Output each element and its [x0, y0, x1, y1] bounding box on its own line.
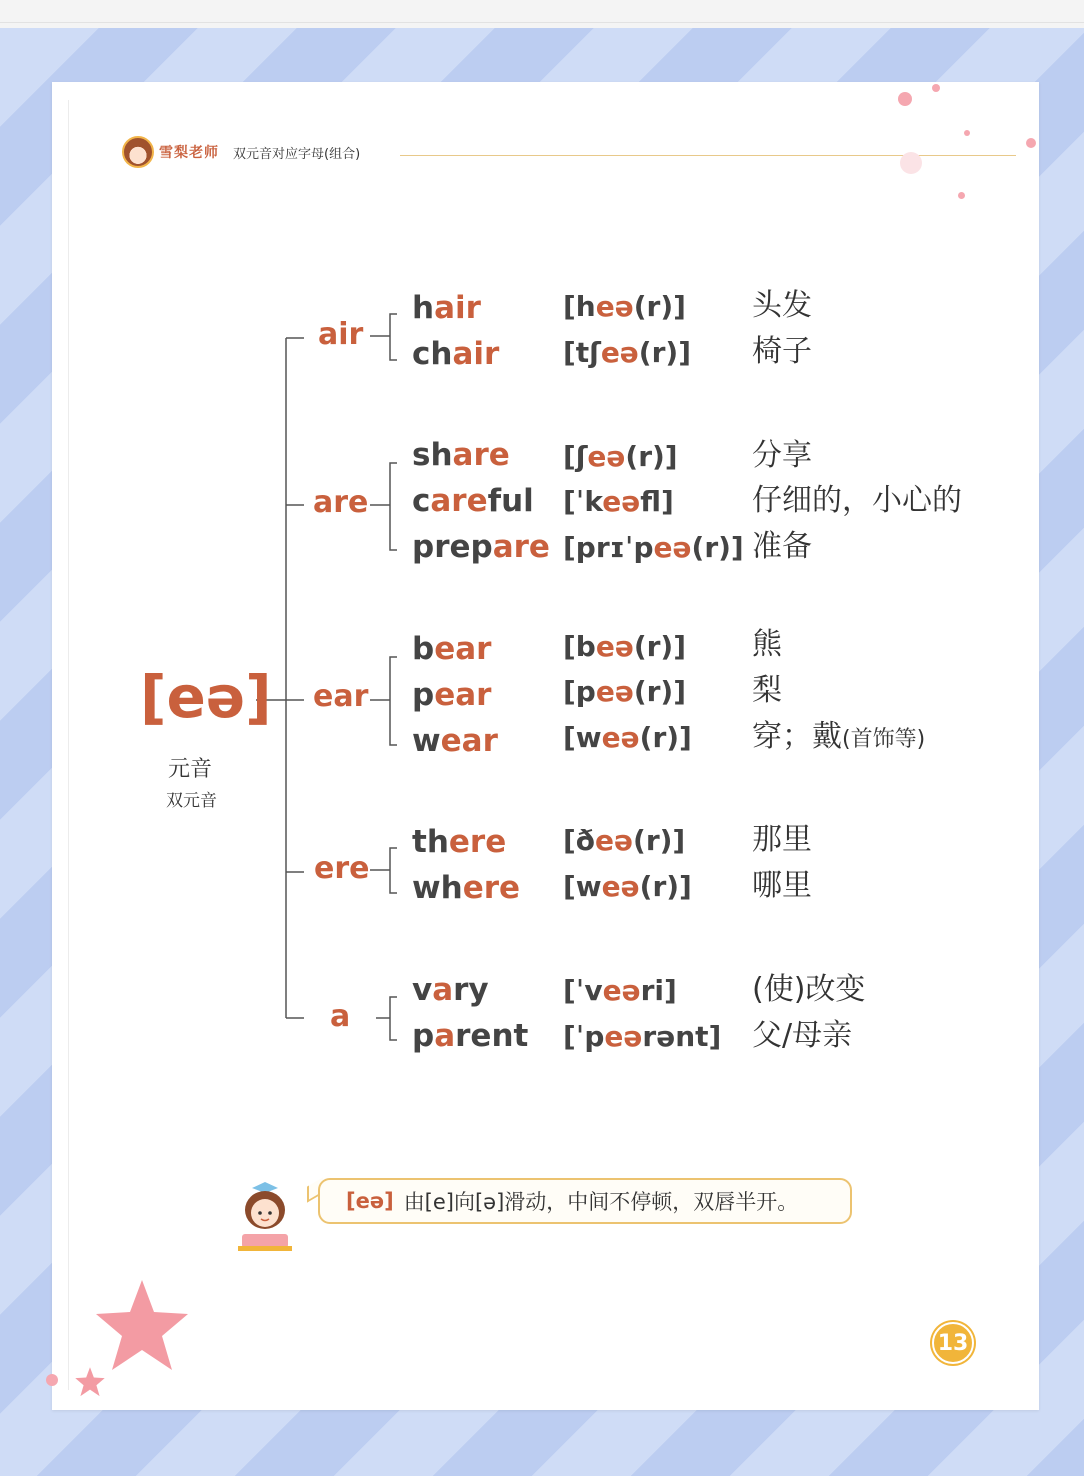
meaning-chair: 椅子 [752, 334, 812, 369]
page-number: 13 [932, 1322, 974, 1364]
word-parent: parent [412, 1018, 529, 1054]
brand-name: 雪梨老师 [159, 145, 219, 161]
word-where: where [412, 870, 521, 906]
page-title: 双元音对应字母(组合) [233, 146, 361, 162]
ipa-careful: [ˈkeəfl] [563, 485, 674, 518]
decor-dot [898, 92, 912, 106]
word-prepare: prepare [412, 529, 550, 565]
meaning-pear: 梨 [752, 673, 782, 708]
main-label: 元音 [168, 757, 213, 782]
word-share: share [412, 437, 510, 473]
teacher-logo-icon [122, 136, 154, 168]
meaning-parent: 父/母亲 [752, 1018, 853, 1053]
ipa-bear: [beə(r)] [563, 630, 687, 663]
word-bear: bear [412, 631, 492, 667]
reading-girl-icon [232, 1182, 298, 1254]
word-there: there [412, 824, 507, 860]
meaning-where: 哪里 [752, 868, 812, 903]
ipa-wear: [weə(r)] [563, 721, 692, 754]
ipa-parent: [ˈpeərənt] [563, 1020, 722, 1053]
ipa-vary: [ˈveəri] [563, 974, 677, 1007]
decor-dot [964, 130, 970, 136]
meaning-vary: (使)改变 [752, 972, 866, 1007]
ipa-hair: [heə(r)] [563, 290, 686, 323]
meaning-prepare: 准备 [752, 529, 812, 564]
decor-dot [958, 192, 965, 199]
word-chair: chair [412, 336, 500, 372]
word-careful: careful [412, 483, 534, 519]
word-wear: wear [412, 723, 498, 759]
pink-star-icon [92, 1276, 192, 1376]
tip-phoneme: [eə] [346, 1189, 394, 1213]
spelling-a: a [330, 999, 351, 1034]
word-vary: vary [412, 972, 489, 1008]
spelling-ere: ere [314, 851, 370, 886]
decor-dot [932, 84, 940, 92]
ipa-where: [weə(r)] [563, 870, 692, 903]
meaning-hair: 头发 [752, 288, 812, 323]
meaning-bear: 熊 [752, 627, 782, 662]
word-hair: hair [412, 290, 481, 326]
meaning-share: 分享 [752, 438, 812, 473]
decor-dot [900, 152, 922, 174]
decor-dot [1026, 138, 1036, 148]
page-header [122, 134, 360, 170]
ipa-prepare: [prɪˈpeə(r)] [563, 531, 744, 564]
spelling-are: are [313, 485, 369, 520]
main-phoneme: [eə] [140, 663, 272, 731]
main-sublabel: 双元音 [166, 791, 217, 811]
spelling-air: air [318, 317, 364, 352]
spelling-ear: ear [313, 679, 369, 714]
decor-dot [46, 1374, 58, 1386]
word-pear: pear [412, 677, 492, 713]
meaning-wear: 穿；戴(首饰等) [752, 719, 926, 754]
header-divider [400, 155, 1016, 156]
small-pink-star-icon [74, 1366, 106, 1398]
tip-bubble [318, 1178, 852, 1224]
ipa-chair: [tʃeə(r)] [563, 336, 691, 369]
ipa-pear: [peə(r)] [563, 675, 687, 708]
ipa-share: [ʃeə(r)] [563, 440, 678, 473]
meaning-there: 那里 [752, 822, 812, 857]
page-margin-line [68, 100, 69, 1390]
tip-text: 由[e]向[ə]滑动，中间不停顿，双唇半开。 [403, 1190, 799, 1214]
top-bar [0, 0, 1084, 23]
ipa-there: [ðeə(r)] [563, 824, 686, 857]
meaning-careful: 仔细的，小心的 [752, 483, 962, 518]
